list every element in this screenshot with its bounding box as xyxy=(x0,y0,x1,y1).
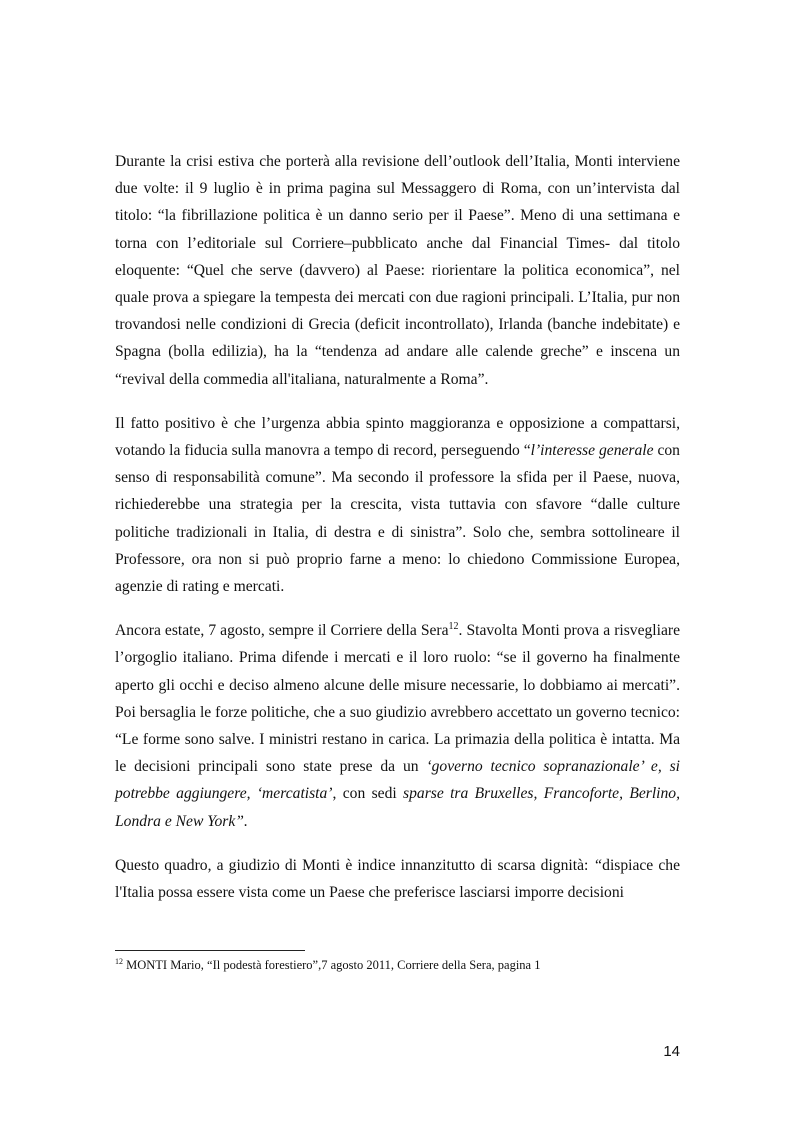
footnote-reference: 12 xyxy=(448,621,459,633)
text-run: Ancora estate, 7 agosto, sempre il Corriere della Sera xyxy=(115,622,449,640)
text-run: Durante la crisi estiva che porterà alla revisione dell’outlook dell’Italia, Monti interviene due volte: il 9 luglio è in prima pagina sul Messaggero di Roma, con un’intervista dal titolo: “la fibrillazione politica è un danno serio per il Paese”. Meno di una settimana e torna con l’editoriale sul Corriere–pubblicato anche dal Financial Times- dal titolo eloquente: “Quel che serve (davvero) al Paese: riorientare la politica economica”, nel quale prova a spiegare la tempesta dei mercati con due ragioni principali. L’Italia, pur non trovandosi nelle condizioni di Grecia (deficit incontrollato), Irlanda (banche indebitate) e Spagna (bolla edilizia), ha la “tendenza ad andare alle calende greche” e inscena un “revival della commedia all'italiana, naturalmente a Roma”. xyxy=(115,153,680,388)
text-run: Il fatto positivo è che l’urgenza abbia spinto maggioranza e opposizione a compattarsi, votando la fiducia sulla manovra a tempo di record, perseguendo “ xyxy=(115,414,680,460)
text-run: Questo quadro, a giudizio di Monti è indice innanzitutto di scarsa dignità: xyxy=(115,856,594,874)
footnote-text: MONTI Mario, “Il podestà forestiero”,7 agosto 2011, Corriere della Sera, pagina 1 xyxy=(123,958,541,972)
text-run: dispiace che l'Italia possa essere vista come un Paese che preferisce lasciarsi imporre decisioni xyxy=(115,856,680,902)
footnote-divider xyxy=(115,950,305,951)
text-run: , con sedi xyxy=(332,785,404,803)
italic-text: l’interesse generale xyxy=(530,442,654,460)
paragraph-3 xyxy=(115,617,680,835)
italic-text: sparse tra Bruxelles, Francoforte, Berlino, Londra e New York”. xyxy=(115,785,680,830)
paragraph-2 xyxy=(115,410,680,600)
text-run: con senso di responsabilità comune”. Ma secondo il professore la sfida per il Paese, nuova, richiederebbe una strategia per la crescita, vista tuttavia con sfavore “dalle culture politiche tradizionali in Italia, di destra e di sinistra”. Solo che, sembra sottolineare il Professore, ora non si può proprio farne a meno: lo chiedono Commissione Europea, agenzie di rating e mercati. xyxy=(115,442,680,596)
paragraph-1 xyxy=(115,148,680,393)
page-number: 14 xyxy=(663,1043,680,1060)
body-text xyxy=(115,148,680,923)
text-run: . Stavolta Monti prova a risvegliare l’orgoglio italiano. Prima difende i mercati e il loro ruolo: “se il governo ha finalmente aperto gli occhi e deciso almeno alcune delle misure necessarie, lo dobbiamo ai mercati”. Poi bersaglia le forze politiche, che a suo giudizio avrebbero accettato un governo tecnico: “Le forme sono salve. I ministri restano in carica. La primazia della politica è intatta. Ma le decisioni principali sono state prese da un xyxy=(115,622,680,776)
italic-text: ‘governo tecnico sopranazionale’ e, si potrebbe aggiungere, ‘mercatista’ xyxy=(115,758,680,803)
paragraph-4 xyxy=(115,852,680,906)
italic-text: “ xyxy=(593,856,603,874)
footnote xyxy=(115,957,680,973)
footnote-number: 12 xyxy=(115,956,123,966)
